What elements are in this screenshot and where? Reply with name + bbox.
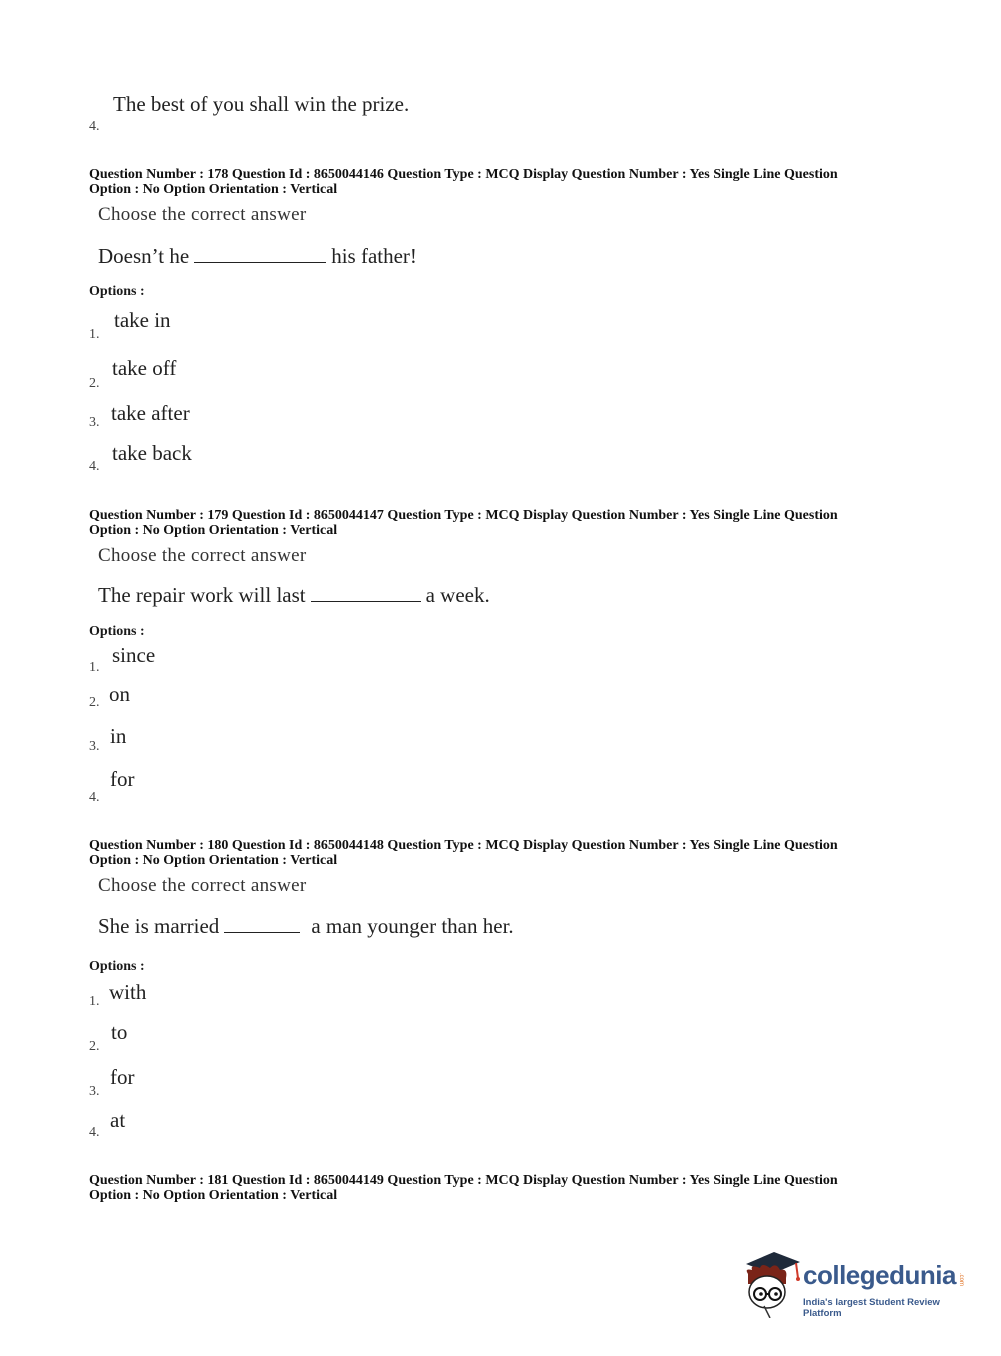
option-text: on [109, 682, 130, 706]
option-number: 2. [89, 376, 100, 391]
mascot-icon [740, 1248, 802, 1318]
option-text: at [110, 1108, 126, 1132]
option-number: 3. [89, 739, 100, 754]
question-prompt: Choose the correct answer [98, 545, 307, 566]
question-meta-line2: Option : No Option Orientation : Vertical [89, 523, 338, 538]
option-text: for [110, 767, 135, 791]
option-number: 3. [89, 415, 100, 430]
option-number: 2. [89, 1039, 100, 1054]
prev-option-number: 4. [89, 119, 100, 134]
answer-blank [311, 583, 421, 602]
question-sentence [98, 914, 514, 939]
question-meta-line1: Question Number : 178 Question Id : 8650044146 Question Type : MCQ Display Question Number : Yes Single Line Question [89, 167, 838, 182]
option-number: 1. [89, 660, 100, 675]
option-text: take in [114, 308, 171, 332]
option-number: 3. [89, 1084, 100, 1099]
question-sentence [98, 583, 490, 608]
option-number: 4. [89, 790, 100, 805]
option-number: 4. [89, 1125, 100, 1140]
options-label: Options : [89, 284, 145, 299]
option-number: 1. [89, 327, 100, 342]
question-meta-line1: Question Number : 181 Question Id : 8650044149 Question Type : MCQ Display Question Number : Yes Single Line Question [89, 1173, 838, 1188]
brand-suffix: .com [958, 1273, 964, 1287]
options-label: Options : [89, 624, 145, 639]
option-text: for [110, 1065, 135, 1089]
collegedunia-logo [740, 1248, 970, 1318]
option-number: 2. [89, 695, 100, 710]
option-number: 1. [89, 994, 100, 1009]
sentence-before: The repair work will last [98, 583, 306, 607]
option-text: take after [111, 401, 190, 425]
sentence-after: his father! [331, 244, 417, 268]
sentence-after: a man younger than her. [311, 914, 514, 938]
option-text: take off [112, 356, 177, 380]
option-text: in [110, 724, 127, 748]
option-text: with [109, 980, 147, 1004]
question-meta-line1: Question Number : 179 Question Id : 8650044147 Question Type : MCQ Display Question Number : Yes Single Line Question [89, 508, 838, 523]
sentence-before: She is married [98, 914, 220, 938]
answer-blank [224, 914, 300, 933]
options-label: Options : [89, 959, 145, 974]
sentence-before: Doesn’t he [98, 244, 190, 268]
question-meta-line2: Option : No Option Orientation : Vertical [89, 182, 338, 197]
option-text: take back [112, 441, 192, 465]
option-number: 4. [89, 459, 100, 474]
answer-blank [194, 244, 326, 263]
question-prompt: Choose the correct answer [98, 875, 307, 896]
option-text: since [112, 643, 156, 667]
prev-option-text: The best of you shall win the prize. [113, 92, 410, 116]
sentence-after: a week. [425, 583, 490, 607]
question-meta-line2: Option : No Option Orientation : Vertical [89, 1188, 338, 1203]
option-text: to [111, 1020, 128, 1044]
brand-tagline: India's largest Student Review Platform [803, 1297, 940, 1319]
question-meta-line2: Option : No Option Orientation : Vertical [89, 853, 338, 868]
question-sentence [98, 244, 417, 269]
brand-name: collegedunia [803, 1260, 956, 1290]
question-meta-line1: Question Number : 180 Question Id : 8650044148 Question Type : MCQ Display Question Number : Yes Single Line Question [89, 838, 838, 853]
question-prompt: Choose the correct answer [98, 204, 307, 225]
